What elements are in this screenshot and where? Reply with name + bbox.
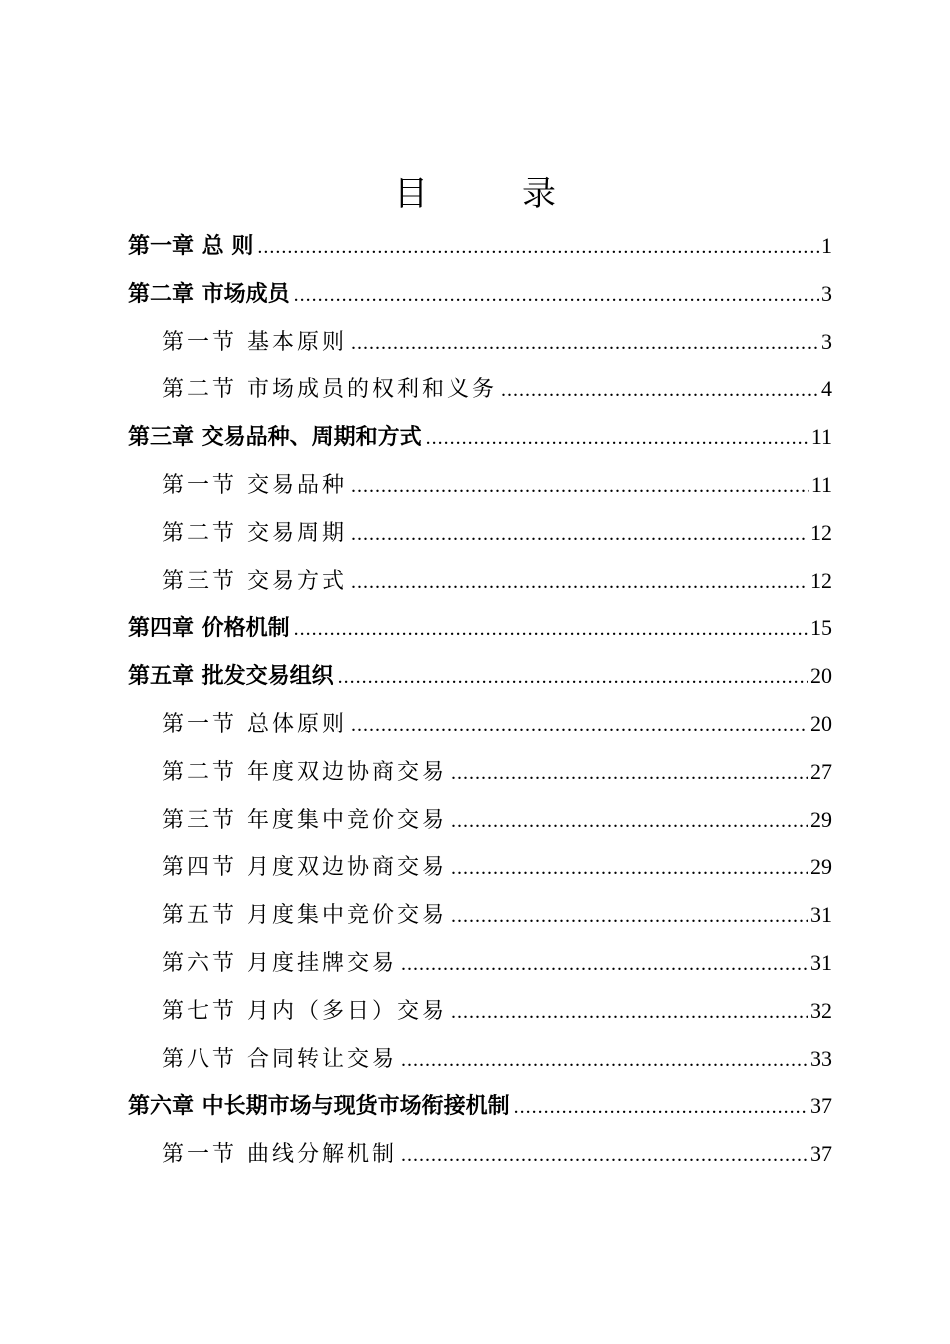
dot-leader: [401, 941, 808, 989]
dot-leader: [501, 367, 819, 415]
dot-leader: [351, 463, 809, 511]
toc-entry-page: 4: [821, 376, 832, 402]
toc-entry-label: 第一节 总体原则: [162, 711, 347, 737]
dot-leader: [351, 702, 808, 750]
toc-entry-chapter[interactable]: [128, 604, 832, 652]
toc-entry-section[interactable]: [128, 318, 832, 366]
toc-entry-page: 31: [810, 902, 832, 928]
dot-leader: [514, 1084, 808, 1132]
toc-entry-label: 第二节 市场成员的权利和义务: [162, 377, 497, 403]
toc-entry-chapter[interactable]: [128, 270, 832, 318]
toc-entry-page: 37: [810, 1093, 832, 1119]
toc-entry-page: 27: [810, 758, 832, 784]
dot-leader: [451, 989, 808, 1037]
toc-entry-page: 12: [810, 519, 832, 545]
toc-entry-label: 第二章 市场成员: [128, 281, 290, 307]
toc-entry-label: 第四节 月度双边协商交易: [162, 855, 447, 881]
dot-leader: [294, 272, 819, 320]
toc-entry-chapter[interactable]: [128, 222, 832, 270]
toc-entry-label: 第一节 曲线分解机制: [162, 1142, 397, 1168]
toc-entry-label: 第三章 交易品种、周期和方式: [128, 425, 422, 451]
toc-entry-section[interactable]: [128, 509, 832, 557]
dot-leader: [294, 606, 808, 654]
toc-entry-section[interactable]: [128, 365, 832, 413]
toc-entry-section[interactable]: [128, 748, 832, 796]
dot-leader: [351, 559, 808, 607]
toc-entry-section[interactable]: [128, 987, 832, 1035]
toc-entry-section[interactable]: [128, 557, 832, 605]
dot-leader: [351, 320, 819, 368]
toc-entry-page: 29: [810, 854, 832, 880]
toc-entry-section[interactable]: [128, 1035, 832, 1083]
toc-entry-page: 29: [810, 806, 832, 832]
toc-entry-label: 第八节 合同转让交易: [162, 1046, 397, 1072]
toc-entry-section[interactable]: [128, 796, 832, 844]
toc-entry-page: 31: [810, 949, 832, 975]
toc-entry-section[interactable]: [128, 843, 832, 891]
toc-entry-section[interactable]: [128, 700, 832, 748]
toc-entry-label: 第三节 交易方式: [162, 568, 347, 594]
page-title: 目 录: [394, 174, 586, 214]
toc-entry-label: 第一章 总 则: [128, 234, 254, 259]
dot-leader: [401, 1037, 808, 1085]
toc-entry-label: 第一节 基本原则: [162, 329, 347, 355]
toc-entry-page: 3: [821, 328, 832, 354]
toc-entry-section[interactable]: [128, 891, 832, 939]
toc-list: [128, 222, 832, 1178]
toc-entry-page: 15: [810, 615, 832, 641]
dot-leader: [338, 654, 808, 702]
dot-leader: [401, 1132, 808, 1180]
toc-entry-page: 1: [821, 233, 832, 258]
toc-entry-page: 20: [810, 663, 832, 689]
toc-entry-page: 12: [810, 567, 832, 593]
toc-entry-page: 11: [810, 424, 832, 450]
dot-leader: [451, 893, 808, 941]
toc-entry-label: 第五节 月度集中竞价交易: [162, 903, 447, 929]
toc-entry-page: 20: [810, 710, 832, 736]
toc-entry-chapter[interactable]: [128, 652, 832, 700]
toc-entry-section[interactable]: [128, 939, 832, 987]
dot-leader: [257, 224, 819, 272]
toc-entry-label: 第三节 年度集中竞价交易: [162, 807, 447, 833]
dot-leader: [351, 511, 808, 559]
dot-leader: [451, 750, 808, 798]
toc-entry-label: 第二节 年度双边协商交易: [162, 759, 447, 785]
toc-entry-label: 第二节 交易周期: [162, 520, 347, 546]
toc-entry-page: 3: [821, 280, 832, 306]
toc-entry-page: 33: [810, 1045, 832, 1071]
toc-entry-label: 第一节 交易品种: [162, 472, 347, 498]
toc-entry-chapter[interactable]: [128, 413, 832, 461]
toc-entry-page: 11: [810, 471, 832, 497]
toc-entry-section[interactable]: [128, 461, 832, 509]
dot-leader: [451, 845, 808, 893]
toc-entry-page: 32: [810, 997, 832, 1023]
dot-leader: [451, 798, 808, 846]
toc-entry-label: 第七节 月内（多日）交易: [162, 998, 447, 1024]
toc-entry-section[interactable]: [128, 1130, 832, 1178]
toc-entry-label: 第六节 月度挂牌交易: [162, 950, 397, 976]
toc-entry-label: 第五章 批发交易组织: [128, 664, 334, 690]
toc-entry-chapter[interactable]: [128, 1082, 832, 1130]
dot-leader: [426, 415, 809, 463]
toc-entry-label: 第六章 中长期市场与现货市场衔接机制: [128, 1094, 510, 1120]
toc-entry-label: 第四章 价格机制: [128, 616, 290, 642]
toc-entry-page: 37: [810, 1141, 832, 1167]
